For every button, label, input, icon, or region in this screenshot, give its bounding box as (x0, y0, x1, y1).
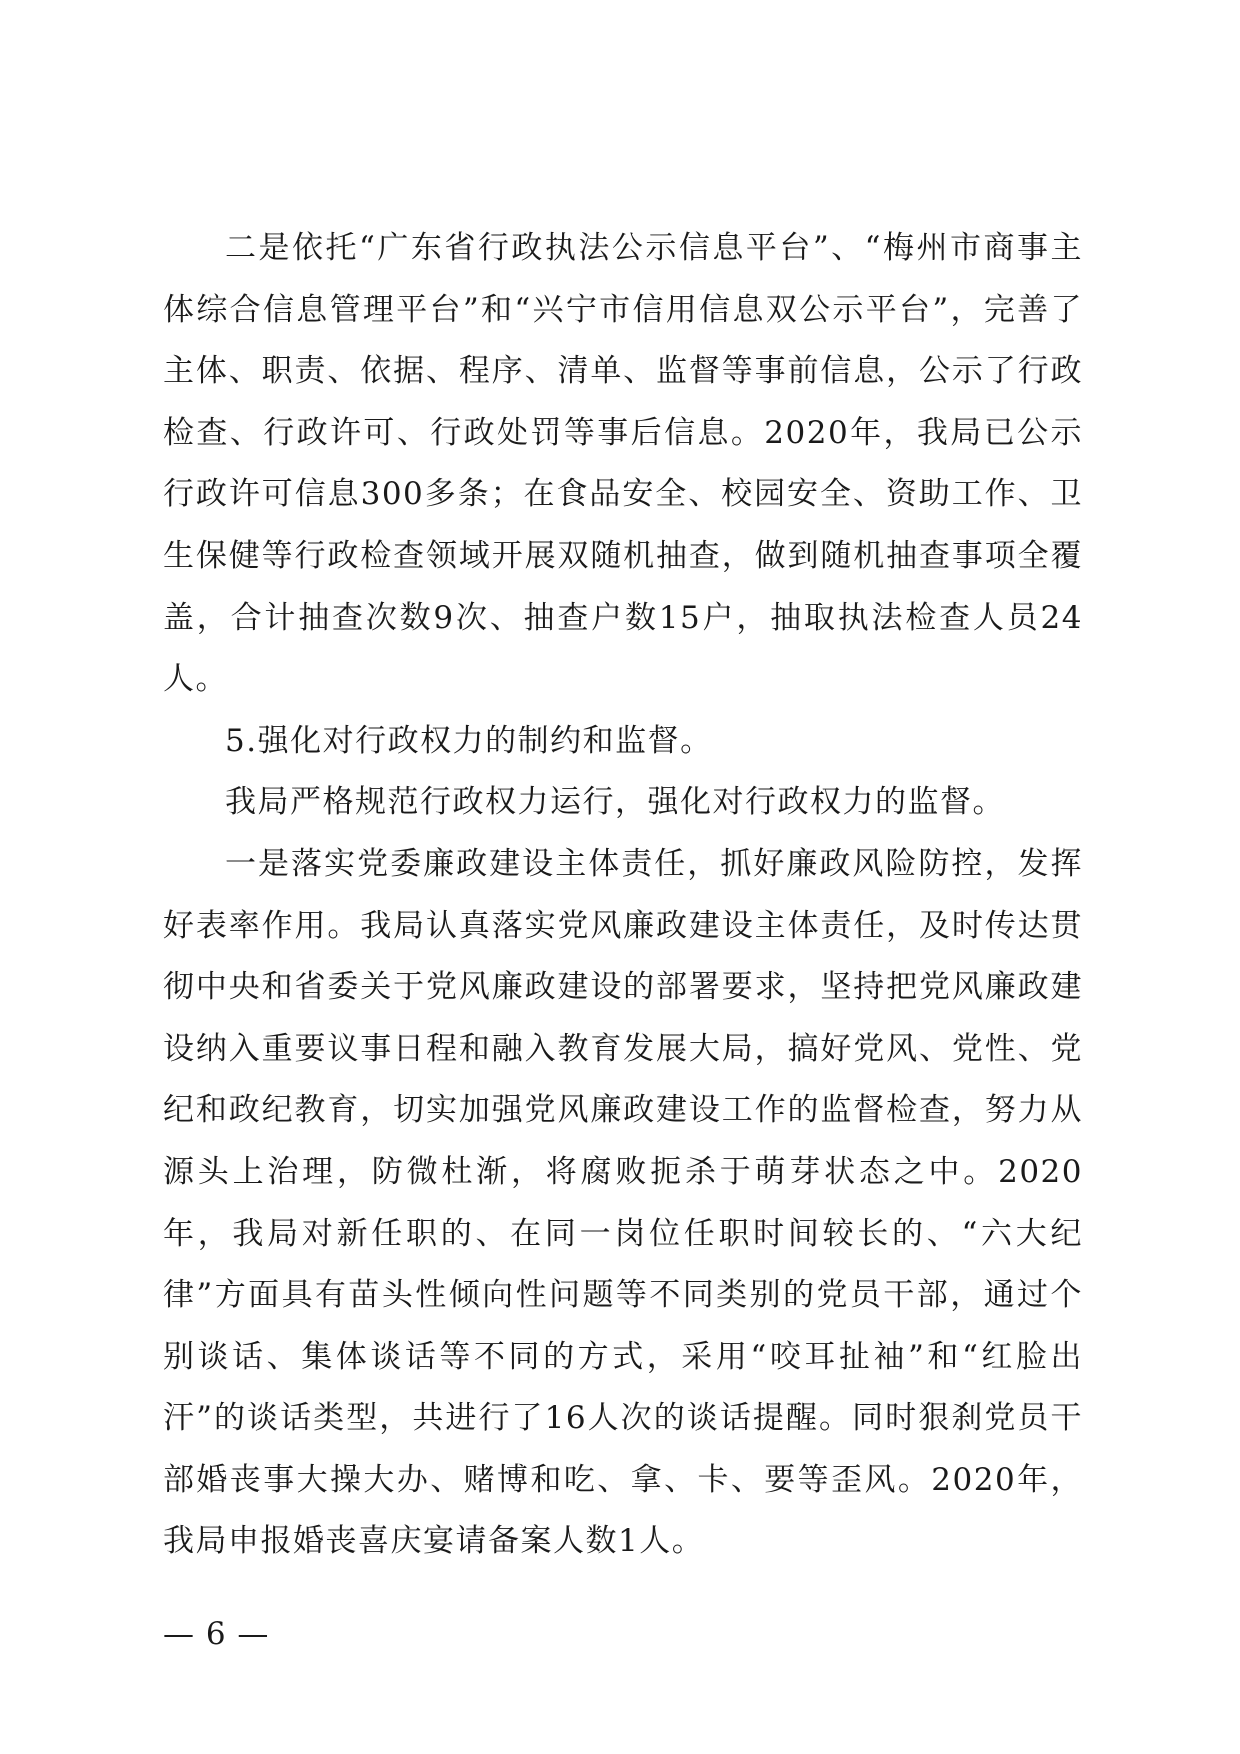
body-text (163, 218, 1083, 1573)
page-number: — 6 — (163, 1616, 270, 1652)
paragraph-platform-disclosure: 二是依托“广东省行政执法公示信息平台”、“梅州市商事主体综合信息管理平台”和“兴宁市信用信息双公示平台”，完善了主体、职责、依据、程序、清单、监督等事前信息，公示了行政检查、行政许可、行政处罚等事后信息。2020年，我局已公示行政许可信息300多条；在食品安全、校园安全、资助工作、卫生保健等行政检查领域开展双随机抽查，做到随机抽查事项全覆盖，合计抽查次数9次、抽查户数15户，抽取执法检查人员24人。 (163, 230, 1083, 698)
paragraph-section-heading: 5.强化对行政权力的制约和监督。 (225, 722, 713, 759)
paragraph-integrity-responsibility: 一是落实党委廉政建设主体责任，抓好廉政风险防控，发挥好表率作用。我局认真落实党风廉政建设主体责任，及时传达贯彻中央和省委关于党风廉政建设的部署要求，坚持把党风廉政建设纳入重要议事日程和融入教育发展大局，搞好党风、党性、党纪和政纪教育，切实加强党风廉政建设工作的监督检查，努力从源头上治理，防微杜渐，将腐败扼杀于萌芽状态之中。2020年，我局对新任职的、在同一岗位任职时间较长的、“六大纪律”方面具有苗头性倾向性问题等不同类别的党员干部，通过个别谈话、集体谈话等不同的方式，采用“咬耳扯袖”和“红脸出汗”的谈话类型，共进行了16人次的谈话提醒。同时狠刹党员干部婚丧事大操大办、赌博和吃、拿、卡、要等歪风。2020年，我局申报婚丧喜庆宴请备案人数1人。 (163, 845, 1083, 1560)
paragraph-power-supervision: 我局严格规范行政权力运行，强化对行政权力的监督。 (225, 784, 1005, 821)
